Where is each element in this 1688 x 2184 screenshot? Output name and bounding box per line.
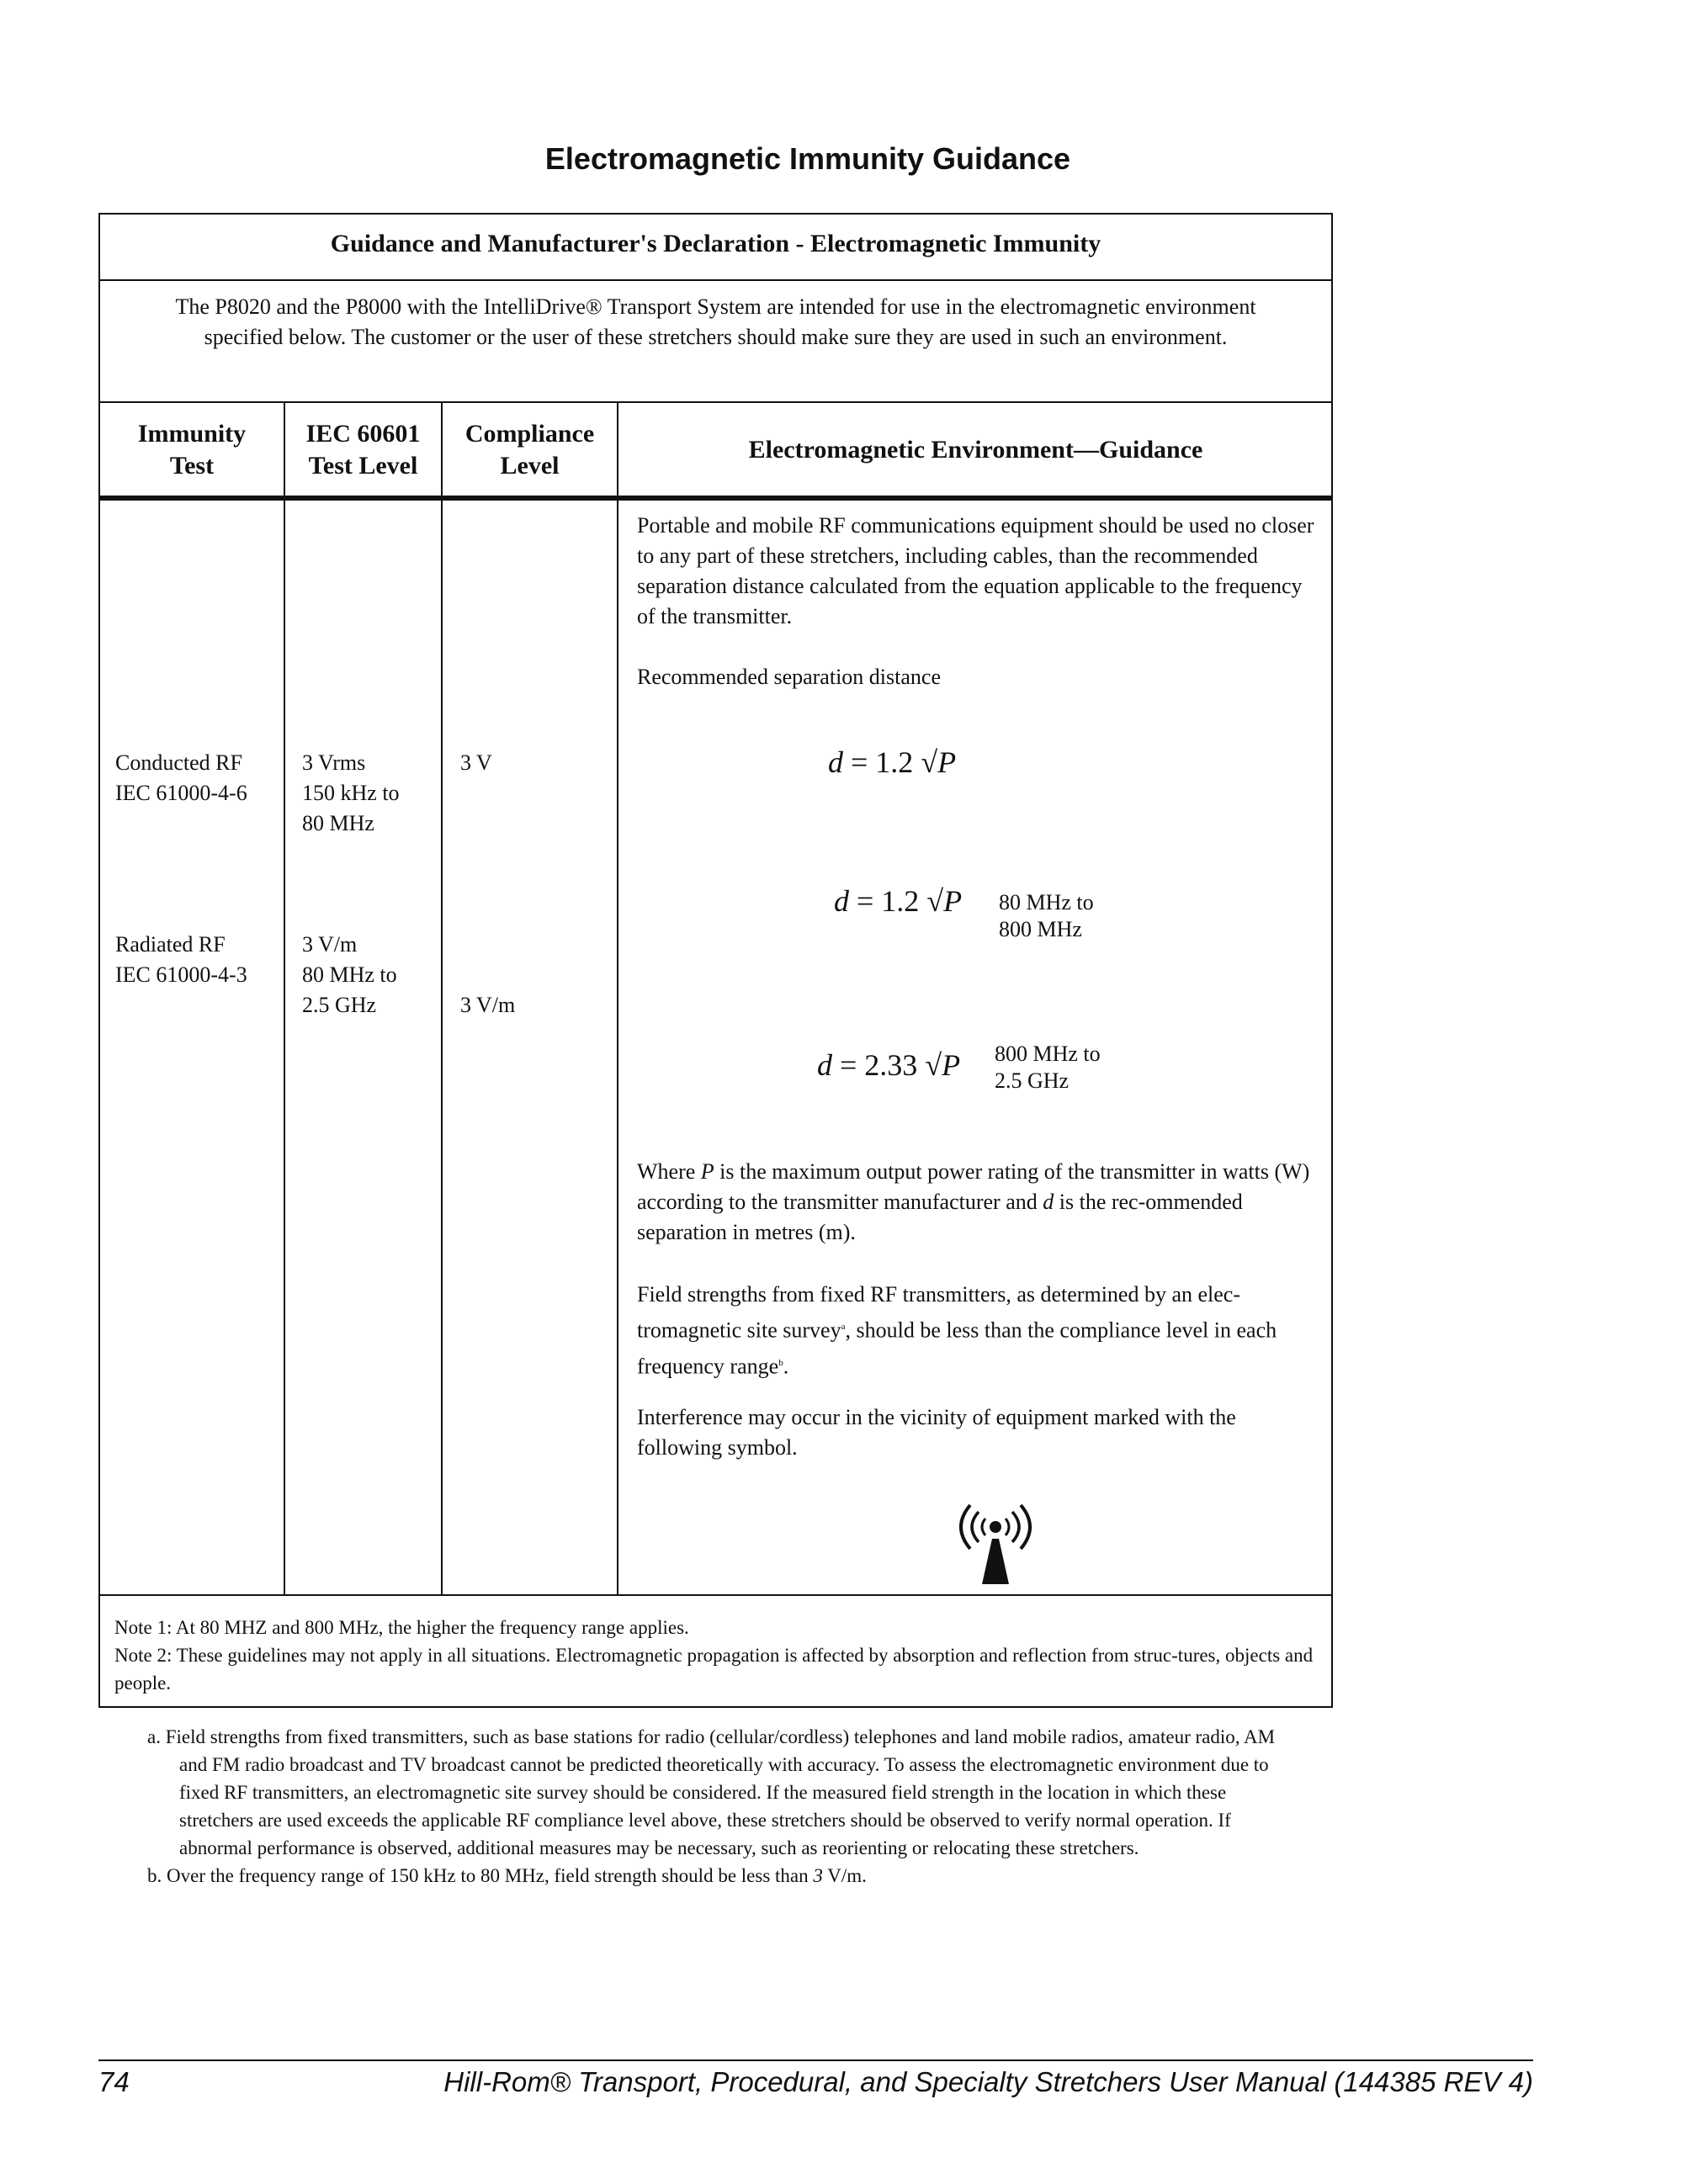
intro-text: The P8020 and the P8000 with the IntelliDrive® Transport System are intended for use in the electromagnetic environment specified below. The customer or the user of these stretchers should make sure they are used in such an environment. bbox=[175, 294, 1256, 349]
row-conducted-compliance: 3 V bbox=[460, 750, 492, 775]
footnote-a: a. Field strengths from fixed transmitters, such as base stations for radio (cellular/cordless) telephones and land mobile radios, amateur radio, AM and FM radio broadcast and TV broadcast cannot be predicted theoretically with accuracy. To assess the electromagnetic environment due to fixed RF transmitters, an electromagnetic site survey should be considered. If the measured field strength in the location in which these stretchers are used exceeds the applicable RF compliance level above, these stretchers should be observed to verify normal operation. If abnormal performance is observed, additional measures may be necessary, such as reorienting or relocating these stretchers. bbox=[147, 1726, 1276, 1858]
guidance-paragraph: Portable and mobile RF communications equipment should be used no closer to any part of these stretchers, including cables, than the recommended separation distance calculated from the equation applicable to the frequency of the transmitter. bbox=[637, 513, 1314, 628]
guidance-field-strengths: Field strengths from fixed RF transmitters, as determined by an elec-tromagnetic site survey$^a$, should be less than the compliance level in each frequency range$^b$. bbox=[637, 1282, 1277, 1379]
formula-radiated-low: d = 1.2 √P bbox=[834, 884, 963, 918]
column-header-guidance: Electromagnetic Environment—Guidance bbox=[748, 436, 1203, 464]
column-header-compliance-level: Compliance Level bbox=[464, 420, 595, 480]
footnotes bbox=[147, 1723, 1300, 1890]
note-1: Note 1: At 80 MHZ and 800 MHz, the higher the frequency range applies. bbox=[114, 1617, 689, 1638]
footer-rule bbox=[98, 2059, 1533, 2061]
row-radiated-level: 3 V/m 80 MHz to 2.5 GHz bbox=[302, 932, 397, 1017]
non-ionizing-radiation-icon bbox=[945, 1493, 1046, 1588]
note-2: Note 2: These guidelines may not apply in all situations. Electromagnetic propagation is affected by absorption and reflection from struc-tures, objects and people. bbox=[114, 1645, 1314, 1694]
formula-radiated-high: d = 2.33 √P bbox=[817, 1048, 961, 1082]
declaration-title: Guidance and Manufacturer's Declaration - Electromagnetic Immunity bbox=[330, 230, 1101, 257]
manual-title: Hill-Rom® Transport, Procedural, and Specialty Stretchers User Manual (144385 REV 4) bbox=[443, 2066, 1533, 2097]
immunity-table bbox=[98, 213, 1333, 1708]
footnote-b: b. Over the frequency range of 150 kHz to 80 MHz, field strength should be less than 3 V/m. bbox=[147, 1865, 867, 1886]
row-conducted-level: 3 Vrms 150 kHz to 80 MHz bbox=[302, 750, 400, 835]
formula-conducted: d = 1.2 √P bbox=[828, 745, 957, 779]
row-conducted-test: Conducted RF IEC 61000-4-6 bbox=[115, 750, 247, 805]
column-divider bbox=[617, 401, 618, 1594]
guidance-interference: Interference may occur in the vicinity of equipment marked with the following symbol. bbox=[637, 1405, 1236, 1460]
table-divider bbox=[100, 279, 1331, 281]
formula-range-low: 80 MHz to 800 MHz bbox=[999, 890, 1094, 941]
guidance-heading: Recommended separation distance bbox=[637, 665, 941, 689]
row-radiated-test: Radiated RF IEC 61000-4-3 bbox=[115, 932, 247, 987]
table-notes bbox=[114, 1614, 1317, 1697]
column-divider bbox=[284, 401, 285, 1594]
column-header-test-level: IEC 60601 Test Level bbox=[305, 420, 421, 480]
formula-range-high: 800 MHz to 2.5 GHz bbox=[995, 1042, 1101, 1093]
table-divider bbox=[100, 1594, 1331, 1596]
column-divider bbox=[441, 401, 443, 1594]
column-header-immunity-test: Immunity Test bbox=[137, 420, 247, 480]
page-number: 74 bbox=[98, 2066, 130, 2097]
row-radiated-compliance: 3 V/m bbox=[460, 993, 516, 1017]
guidance-definition: Where P is the maximum output power rating of the transmitter in watts (W) according to the transmitter manufacturer and d is the rec-ommended separation in metres (m). bbox=[637, 1159, 1310, 1244]
page-title: Electromagnetic Immunity Guidance bbox=[544, 141, 1071, 176]
